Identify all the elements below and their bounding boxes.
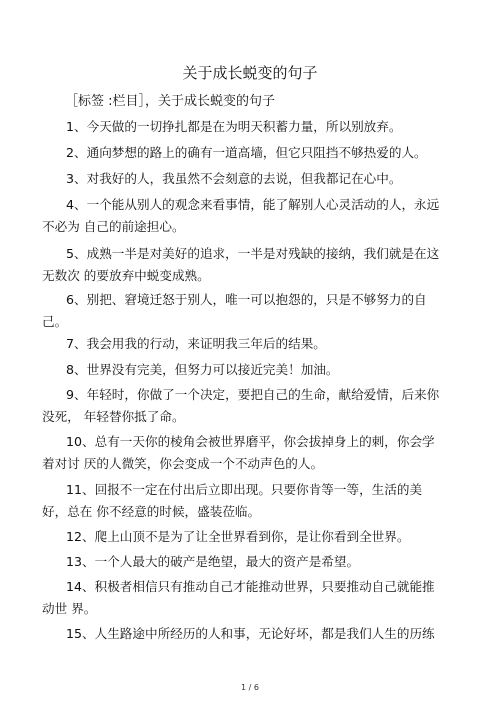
list-item: 9、年轻时，你做了一个决定，要把自己的生命，献给爱情，后来你没死， 年轻替你抵了命。: [42, 387, 440, 424]
list-item: 13、一个人最大的破产是绝望，最大的资产是希望。: [66, 554, 360, 569]
list-item: 7、我会用我的行动，来证明我三年后的结果。: [66, 336, 326, 351]
page-number: 1 / 6: [241, 683, 259, 692]
tag-line: ［标签 :栏目］，关于成长蜕变的句子: [65, 94, 276, 109]
list-item: 6、别把、窘境迁怒于别人，唯一可以抱怨的，只是不够努力的自己。: [42, 292, 427, 329]
list-item: 11、回报不一定在付出后立即出现。只要你肯等一等，生活的美好，总在 你不经意的时候，盛装莅临。: [42, 482, 423, 519]
list-item: 10、总有一天你的棱角会被世界磨平，你会拔掉身上的刺，你会学着对讨 厌的人微笑，你会变成一个不动声色的人。: [42, 434, 435, 471]
list-item: 8、世界没有完美，但努力可以接近完美！加油。: [66, 362, 339, 377]
list-item: 5、成熟一半是对美好的追求，一半是对残缺的接纳，我们就是在这无数次 的要放弃中蜕变成熟。: [42, 246, 440, 283]
list-item: 12、爬上山顶不是为了让全世界看到你，是让你看到全世界。: [66, 529, 410, 544]
list-item: 2、通向梦想的路上的确有一道高墙，但它只阻挡不够热爱的人。: [66, 145, 427, 160]
page-title: 关于成长蜕变的句子: [182, 64, 318, 82]
list-item: 15、人生路途中所经历的人和事，无论好坏，都是我们人生的历练: [66, 626, 435, 641]
list-item: 14、积极者相信只有推动自己才能推动世界，只要推动自己就能推动世 界。: [42, 579, 435, 616]
list-item: 4、一个能从别人的观念来看事情，能了解别人心灵活动的人，永远不必为 自己的前途担心。: [42, 197, 440, 234]
list-item: 3、对我好的人，我虽然不会刻意的去说，但我都记在心中。: [66, 171, 402, 186]
list-item: 1、今天做的一切挣扎都是在为明天积蓄力量，所以别放弃。: [66, 119, 402, 134]
